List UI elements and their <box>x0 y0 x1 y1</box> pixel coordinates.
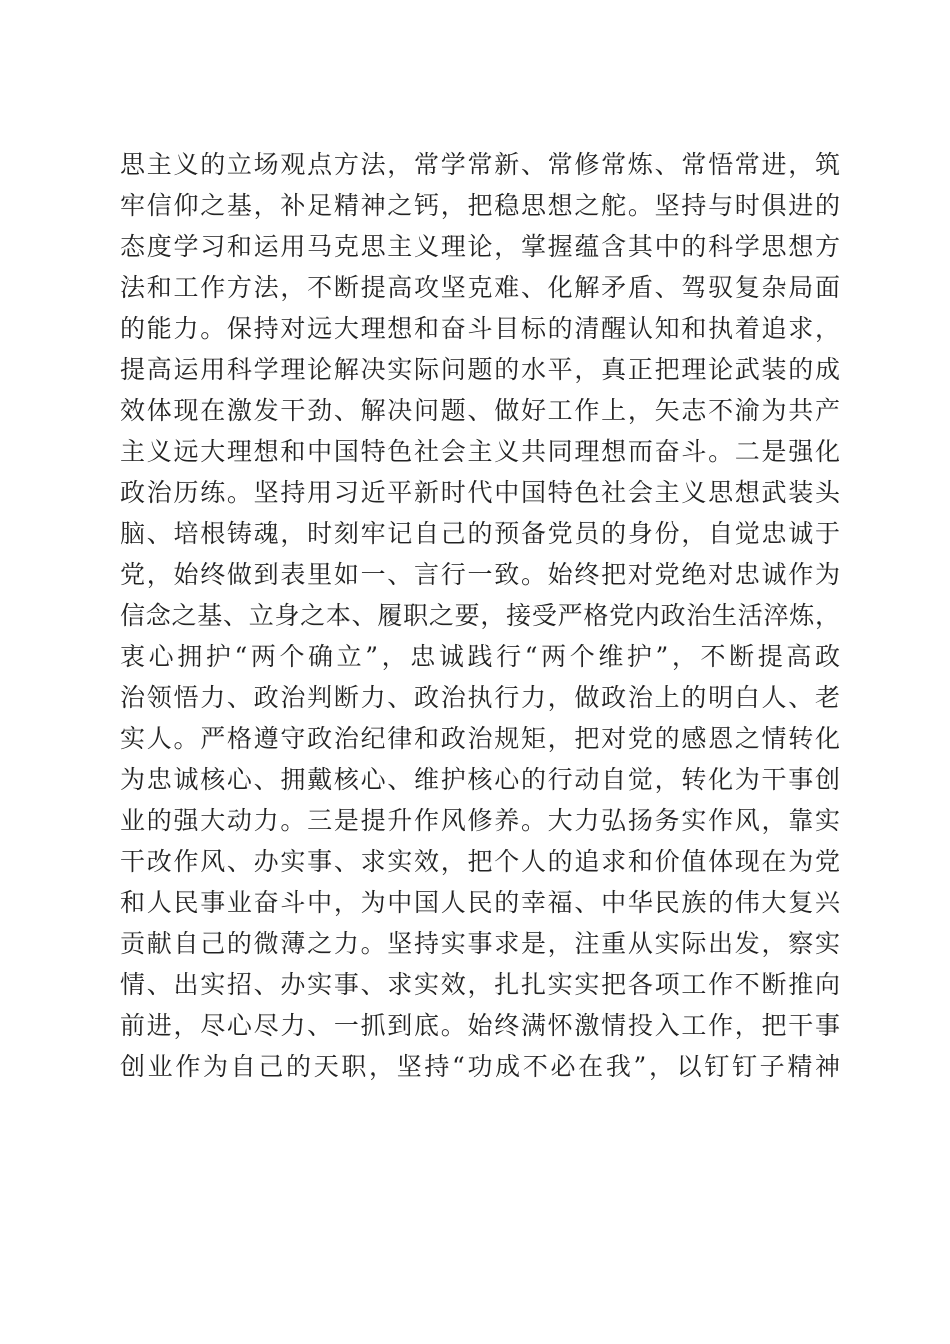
text-line: 贡献自己的微薄之力。坚持实事求是，注重从实际出发，察实 <box>120 929 840 958</box>
text-line: 业的强大动力。三是提升作风修养。大力弘扬务实作风，靠实 <box>120 806 840 835</box>
text-line: 态度学习和运用马克思主义理论，掌握蕴含其中的科学思想方 <box>120 232 840 261</box>
text-line: 信念之基、立身之本、履职之要，接受严格党内政治生活淬炼， <box>120 601 840 630</box>
body-text <box>120 144 840 1087</box>
text-line: 治领悟力、政治判断力、政治执行力，做政治上的明白人、老 <box>120 683 840 712</box>
text-line: 思主义的立场观点方法，常学常新、常修常炼、常悟常进，筑 <box>120 150 840 179</box>
text-line: 衷心拥护“两个确立”，忠诚践行“两个维护”，不断提高政 <box>120 642 840 671</box>
text-line: 脑、培根铸魂，时刻牢记自己的预备党员的身份，自觉忠诚于 <box>120 519 840 548</box>
text-line: 效体现在激发干劲、解决问题、做好工作上，矢志不渝为共产 <box>120 396 840 425</box>
text-line: 创业作为自己的天职，坚持“功成不必在我”，以钉钉子精神 <box>120 1052 840 1081</box>
text-line: 为忠诚核心、拥戴核心、维护核心的行动自觉，转化为干事创 <box>120 765 840 794</box>
text-line: 主义远大理想和中国特色社会主义共同理想而奋斗。二是强化 <box>120 437 840 466</box>
text-line: 和人民事业奋斗中，为中国人民的幸福、中华民族的伟大复兴 <box>120 888 840 917</box>
text-line: 提高运用科学理论解决实际问题的水平，真正把理论武装的成 <box>120 355 840 384</box>
text-line: 干改作风、办实事、求实效，把个人的追求和价值体现在为党 <box>120 847 840 876</box>
text-line: 的能力。保持对远大理想和奋斗目标的清醒认知和执着追求， <box>120 314 840 343</box>
text-line: 政治历练。坚持用习近平新时代中国特色社会主义思想武装头 <box>120 478 840 507</box>
text-line: 党，始终做到表里如一、言行一致。始终把对党绝对忠诚作为 <box>120 560 840 589</box>
text-line: 法和工作方法，不断提高攻坚克难、化解矛盾、驾驭复杂局面 <box>120 273 840 302</box>
text-line: 前进，尽心尽力、一抓到底。始终满怀激情投入工作，把干事 <box>120 1011 840 1040</box>
text-line: 情、出实招、办实事、求实效，扎扎实实把各项工作不断推向 <box>120 970 840 999</box>
text-line: 实人。严格遵守政治纪律和政治规矩，把对党的感恩之情转化 <box>120 724 840 753</box>
text-line: 牢信仰之基，补足精神之钙，把稳思想之舵。坚持与时俱进的 <box>120 191 840 220</box>
